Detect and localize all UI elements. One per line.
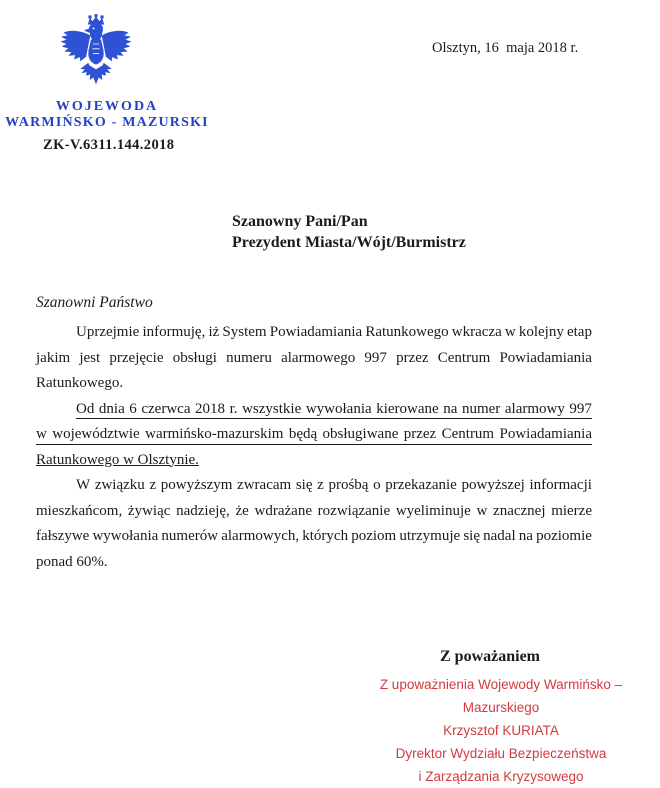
addressee-line1: Szanowny Pani/Pan	[232, 213, 368, 230]
paragraph3-line2: mieszkańcom, żywiąc nadzieję, że wdrażane rozwiązanie wyeliminuje w znacznej mierze	[36, 502, 592, 519]
paragraph1-line1: Uprzejmie informuję, iż System Powiadamiania Ratunkowego wkracza w kolejny etap	[76, 324, 592, 340]
paragraph2-line3-text: Ratunkowego w Olsztynie.	[36, 451, 199, 468]
reference-number: ZK-V.6311.144.2018	[43, 137, 175, 153]
sender-org-block	[2, 99, 212, 131]
letter-body	[36, 320, 592, 575]
signature-title-line1: Dyrektor Wydziału Bezpieczeństwa	[395, 746, 607, 761]
valediction: Z poważaniem	[440, 648, 540, 665]
signature-block	[340, 673, 660, 788]
signature-name: Krzysztof KURIATA	[443, 723, 559, 738]
sender-org-line2: WARMIŃSKO - MAZURSKI	[5, 115, 209, 130]
addressee-block	[232, 212, 466, 253]
signature-title-line2: i Zarządzania Kryzysowego	[418, 769, 584, 784]
signature-authorization-line: Z upoważnienia Wojewody Warmińsko – Mazurskiego	[379, 677, 623, 715]
paragraph3-line4: ponad 60%.	[36, 553, 108, 570]
salutation: Szanowni Państwo	[36, 294, 153, 311]
paragraph3-line1: W związku z powyższym zwracam się z prośbą o przekazanie powyższej informacji	[76, 477, 592, 493]
paragraph1-line2: jakim jest przejęcie obsługi numeru alarmowego 997 przez Centrum Powiadamiania	[36, 349, 592, 366]
addressee-line2: Prezydent Miasta/Wójt/Burmistrz	[232, 233, 466, 251]
paragraph2-line2: w województwie warmińsko-mazurskim będą obsługiwane przez Centrum Powiadamiania	[36, 422, 592, 448]
paragraph2-line3	[36, 448, 592, 474]
sender-org-line1: WOJEWODA	[55, 99, 159, 114]
paragraph2-line1: Od dnia 6 czerwca 2018 r. wszystkie wywołania kierowane na numer alarmowy 997	[36, 397, 592, 423]
paragraph3-line3: fałszywe wywołania numerów alarmowych, których poziom utrzymuje się nadal na poziomie	[36, 528, 592, 544]
paragraph1-line3: Ratunkowego.	[36, 375, 124, 391]
dateline: Olsztyn, 16 maja 2018 r.	[432, 40, 579, 56]
polish-eagle-emblem-icon	[60, 12, 132, 100]
